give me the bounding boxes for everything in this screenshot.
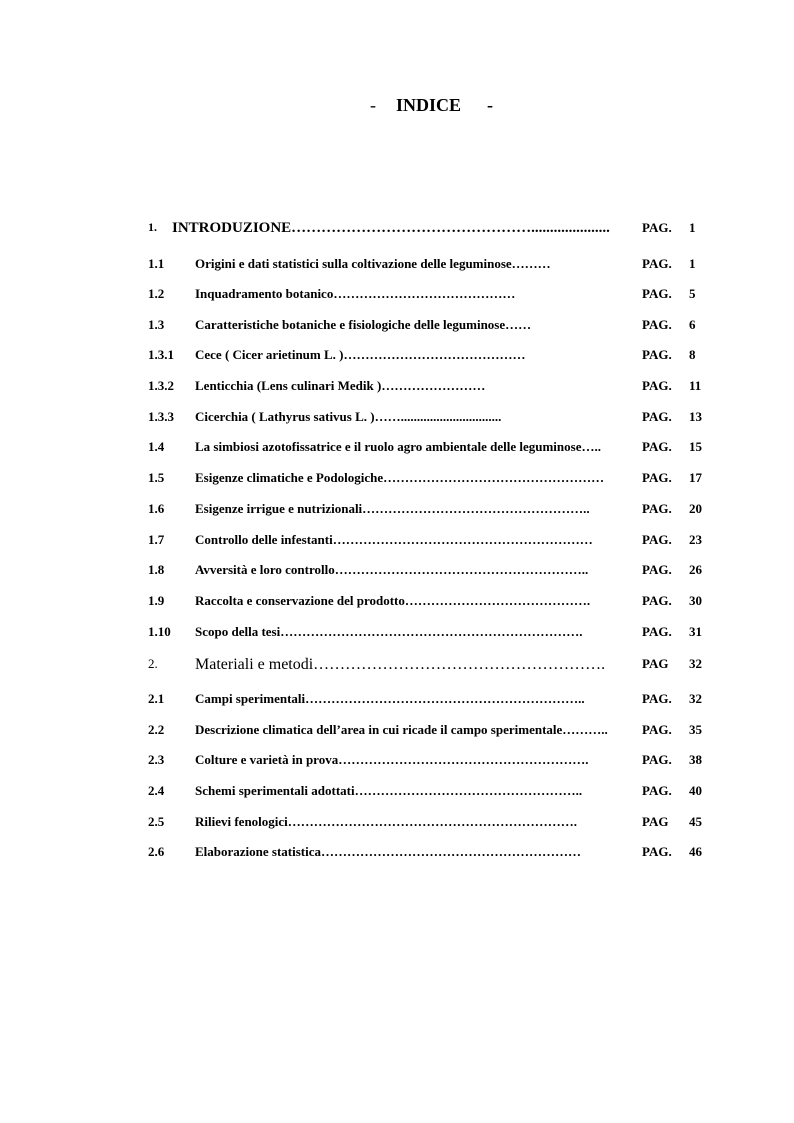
toc-entry xyxy=(0,378,794,398)
toc-entry-page-number: 6 xyxy=(689,317,696,332)
toc-entry-number: 1.7 xyxy=(148,532,165,547)
toc-entry-title: Esigenze irrigue e nutrizionali…………………………………………….. xyxy=(195,501,590,516)
toc-entry-number: 1.3 xyxy=(148,317,165,332)
toc-entry-title: Origini e dati statistici sulla coltivazione delle leguminose……… xyxy=(195,256,551,271)
toc-entry-title: Scopo della tesi……………………………………………………………. xyxy=(195,624,583,639)
toc-entry-page-number: 23 xyxy=(689,532,702,547)
toc-entry-title: Rilievi fenologici…………………………………………………………. xyxy=(195,814,578,829)
toc-entry xyxy=(0,656,794,676)
toc-entry xyxy=(0,317,794,337)
toc-entry-title: Lenticchia (Lens culinari Medik )…………………… xyxy=(195,378,486,393)
toc-entry-pag-label: PAG. xyxy=(642,844,672,859)
toc-entry-page-number: 35 xyxy=(689,722,702,737)
toc-entry-pag-label: PAG. xyxy=(642,752,672,767)
toc-entry-page-number: 1 xyxy=(689,256,696,271)
toc-entry-title: Schemi sperimentali adottati…………………………………………….. xyxy=(195,783,583,798)
toc-entry-page-number: 32 xyxy=(689,656,702,671)
toc-entry-number: 1.8 xyxy=(148,562,165,577)
toc-entry-number: 1.3.2 xyxy=(148,378,174,393)
toc-entry-page-number: 15 xyxy=(689,439,702,454)
toc-entry-pag-label: PAG. xyxy=(642,256,672,271)
toc-entry xyxy=(0,593,794,613)
toc-entry-pag-label: PAG. xyxy=(642,439,672,454)
toc-entry-pag-label: PAG. xyxy=(642,562,672,577)
toc-entry-pag-label: PAG xyxy=(642,656,669,671)
toc-entry-title: Caratteristiche botaniche e fisiologiche delle leguminose…… xyxy=(195,317,532,332)
toc-entry-title: Avversità e loro controllo………………………………………………….. xyxy=(195,562,589,577)
toc-entry-pag-label: PAG. xyxy=(642,317,672,332)
toc-entry xyxy=(0,691,794,711)
toc-entry-number: 1. xyxy=(148,220,157,234)
toc-entry-number: 1.5 xyxy=(148,470,165,485)
toc-entry-pag-label: PAG. xyxy=(642,286,672,301)
toc-entry-page-number: 5 xyxy=(689,286,696,301)
toc-entry-pag-label: PAG. xyxy=(642,409,672,424)
toc-entry-pag-label: PAG. xyxy=(642,220,672,235)
toc-entry xyxy=(0,347,794,367)
toc-entry-title: Campi sperimentali……………………………………………………….. xyxy=(195,691,585,706)
toc-entry-number: 1.9 xyxy=(148,593,165,608)
toc-entry-pag-label: PAG. xyxy=(642,470,672,485)
toc-entry-title: Materiali e metodi………………………………………………. xyxy=(195,656,606,673)
toc-entry-number: 2.5 xyxy=(148,814,165,829)
toc-entry-title: INTRODUZIONE…………………………………………..................... xyxy=(172,220,610,236)
toc-entry-title: Elaborazione statistica…………………………………………………… xyxy=(195,844,582,859)
toc-entry-title: Controllo delle infestanti…………………………………………………… xyxy=(195,532,593,547)
title-dash-right: - xyxy=(487,95,493,115)
toc-entry-pag-label: PAG. xyxy=(642,624,672,639)
toc-entry-number: 1.3.1 xyxy=(148,347,174,362)
toc-entry-pag-label: PAG. xyxy=(642,378,672,393)
toc-entry xyxy=(0,562,794,582)
toc-entry-number: 1.1 xyxy=(148,256,165,271)
toc-entry-title: Esigenze climatiche e Podologiche…………………………………………… xyxy=(195,470,605,485)
toc-entry-number: 1.3.3 xyxy=(148,409,174,424)
toc-entry-pag-label: PAG. xyxy=(642,783,672,798)
toc-entry-number: 2.2 xyxy=(148,722,165,737)
toc-entry xyxy=(0,783,794,803)
toc-entry-page-number: 17 xyxy=(689,470,702,485)
toc-entry-number: 2.1 xyxy=(148,691,165,706)
toc-entry-number: 1.4 xyxy=(148,439,165,454)
toc-entry-title: La simbiosi azotofissatrice e il ruolo agro ambientale delle leguminose….. xyxy=(195,439,601,454)
toc-entry-page-number: 30 xyxy=(689,593,702,608)
toc-entry-pag-label: PAG xyxy=(642,814,669,829)
toc-entry xyxy=(0,752,794,772)
toc-entry xyxy=(0,256,794,276)
toc-entry-page-number: 40 xyxy=(689,783,702,798)
toc-entry-number: 1.6 xyxy=(148,501,165,516)
toc-entry xyxy=(0,844,794,864)
toc-entry-page-number: 20 xyxy=(689,501,702,516)
toc-entry-title: Inquadramento botanico…………………………………… xyxy=(195,286,516,301)
toc-entry xyxy=(0,286,794,306)
toc-entry-number: 2. xyxy=(148,656,158,671)
toc-entry xyxy=(0,532,794,552)
title-dash-left: - xyxy=(370,95,376,115)
toc-entry-page-number: 13 xyxy=(689,409,702,424)
toc-entry-number: 2.6 xyxy=(148,844,165,859)
toc-entry-page-number: 45 xyxy=(689,814,702,829)
toc-entry-page-number: 32 xyxy=(689,691,702,706)
toc-entry-pag-label: PAG. xyxy=(642,593,672,608)
toc-entry xyxy=(0,814,794,834)
toc-entry-title: Cece ( Cicer arietinum L. )…………………………………… xyxy=(195,347,526,362)
toc-entry-pag-label: PAG. xyxy=(642,691,672,706)
toc-entry xyxy=(0,409,794,429)
toc-entry-pag-label: PAG. xyxy=(642,501,672,516)
toc-entry-page-number: 26 xyxy=(689,562,702,577)
toc-entry-page-number: 46 xyxy=(689,844,702,859)
toc-entry-pag-label: PAG. xyxy=(642,722,672,737)
toc-entry-number: 1.2 xyxy=(148,286,165,301)
toc-entry-page-number: 8 xyxy=(689,347,696,362)
toc-entry xyxy=(0,722,794,742)
toc-entry-pag-label: PAG. xyxy=(642,532,672,547)
toc-entry-number: 2.4 xyxy=(148,783,165,798)
toc-entry-page-number: 11 xyxy=(689,378,702,393)
toc-entry-title: Cicerchia ( Lathyrus sativus L. )……............................... xyxy=(195,409,502,424)
toc-entry-number: 1.10 xyxy=(148,624,171,639)
toc-entry-pag-label: PAG. xyxy=(642,347,672,362)
toc-entry-page-number: 38 xyxy=(689,752,702,767)
toc-entry xyxy=(0,501,794,521)
toc-entry-title: Descrizione climatica dell’area in cui ricade il campo sperimentale……….. xyxy=(195,722,608,737)
toc-entry xyxy=(0,220,794,240)
toc-entry xyxy=(0,624,794,644)
toc-entry-page-number: 1 xyxy=(689,220,696,235)
toc-entry-number: 2.3 xyxy=(148,752,165,767)
toc-entry-title: Colture e varietà in prova…………………………………………………. xyxy=(195,752,589,767)
title-word: INDICE xyxy=(396,95,462,115)
toc-entry-title: Raccolta e conservazione del prodotto……………………………………. xyxy=(195,593,591,608)
toc-entry xyxy=(0,439,794,459)
page-title xyxy=(0,95,794,117)
toc-entry xyxy=(0,470,794,490)
toc-entry-page-number: 31 xyxy=(689,624,702,639)
